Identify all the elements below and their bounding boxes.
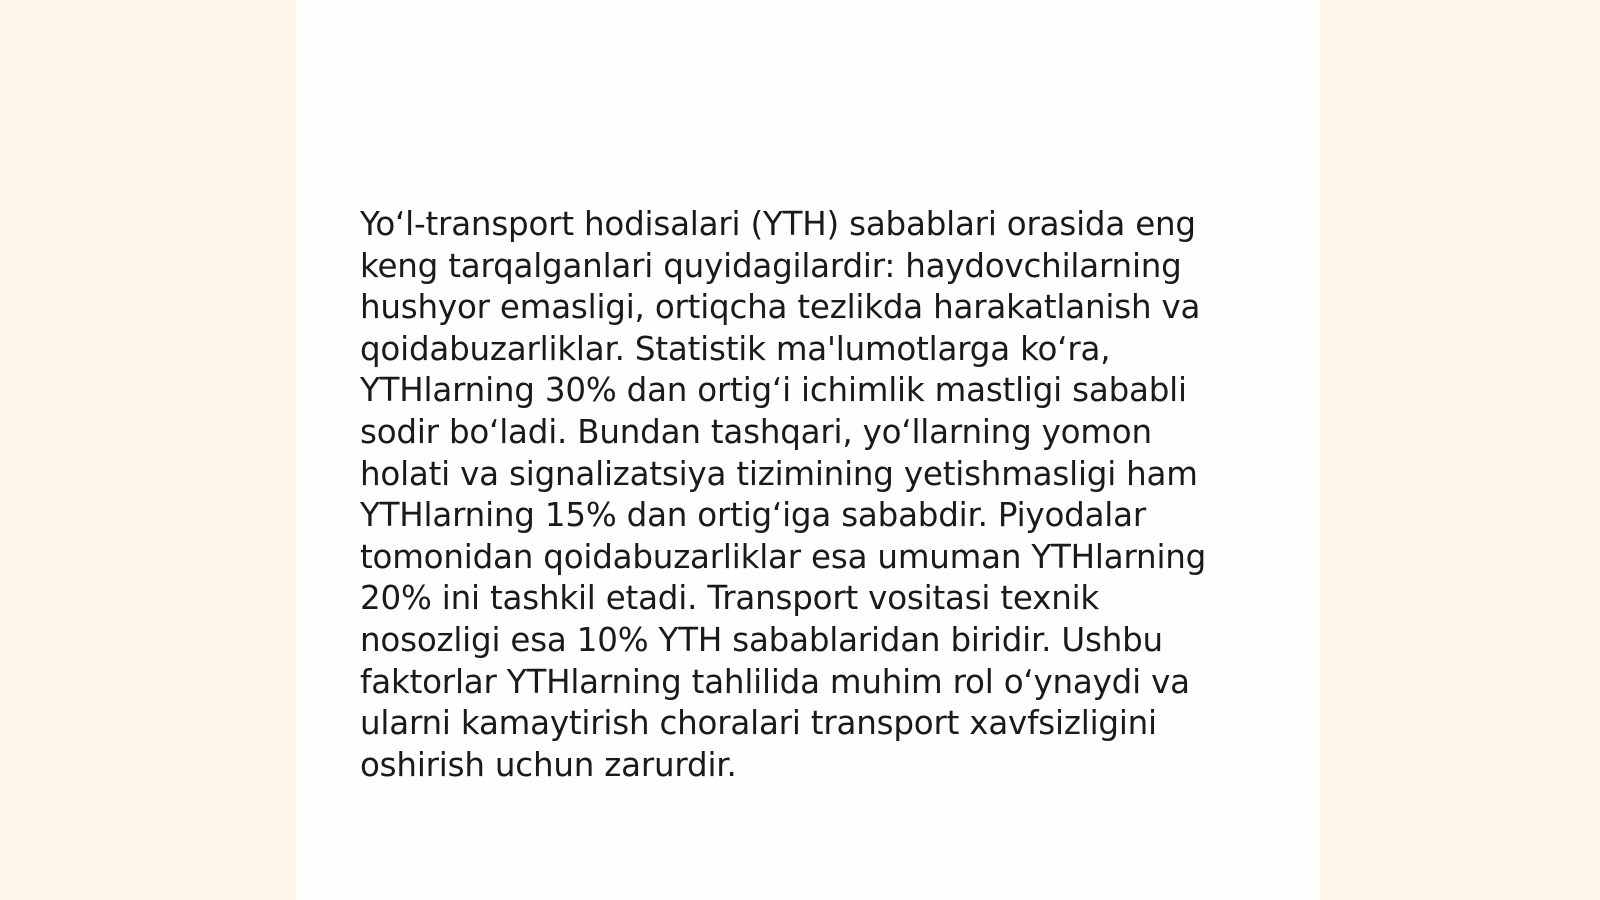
paragraph-line-9: tomonidan qoidabuzarliklar esa umuman YTHlarning: [360, 537, 1207, 576]
paragraph-line-11: nosozligi esa 10% YTH sabablaridan biridir. Ushbu: [360, 620, 1163, 659]
paragraph-line-14: oshirish uchun zarurdir.: [360, 745, 737, 784]
paragraph-line-12: faktorlar YTHlarning tahlilida muhim rol o‘ynaydi va: [360, 662, 1190, 701]
paragraph-line-2: keng tarqalganlari quyidagilardir: haydovchilarning: [360, 246, 1182, 285]
paragraph-line-4: qoidabuzarliklar. Statistik ma'lumotlarga ko‘ra,: [360, 329, 1111, 368]
paragraph-line-13: ularni kamaytirish choralari transport xavfsizligini: [360, 704, 1157, 743]
paragraph-line-7: holati va signalizatsiya tizimining yetishmasligi ham: [360, 454, 1198, 493]
paragraph-line-1: Yo‘l-transport hodisalari (YTH) sabablari orasida eng: [360, 205, 1196, 243]
right-margin-background: [1320, 0, 1600, 900]
document-page: [296, 0, 1320, 900]
paragraph-line-10: 20% ini tashkil etadi. Transport vositasi texnik: [360, 579, 1100, 618]
left-margin-background: [0, 0, 296, 900]
paragraph-line-8: YTHlarning 15% dan ortig‘iga sababdir. Piyodalar: [360, 496, 1146, 535]
body-paragraph: [360, 204, 1240, 786]
paragraph-line-3: hushyor emasligi, ortiqcha tezlikda harakatlanish va: [360, 288, 1201, 327]
paragraph-line-6: sodir bo‘ladi. Bundan tashqari, yo‘llarning yomon: [360, 412, 1152, 451]
paragraph-line-5: YTHlarning 30% dan ortig‘i ichimlik mastligi sababli: [360, 371, 1187, 410]
